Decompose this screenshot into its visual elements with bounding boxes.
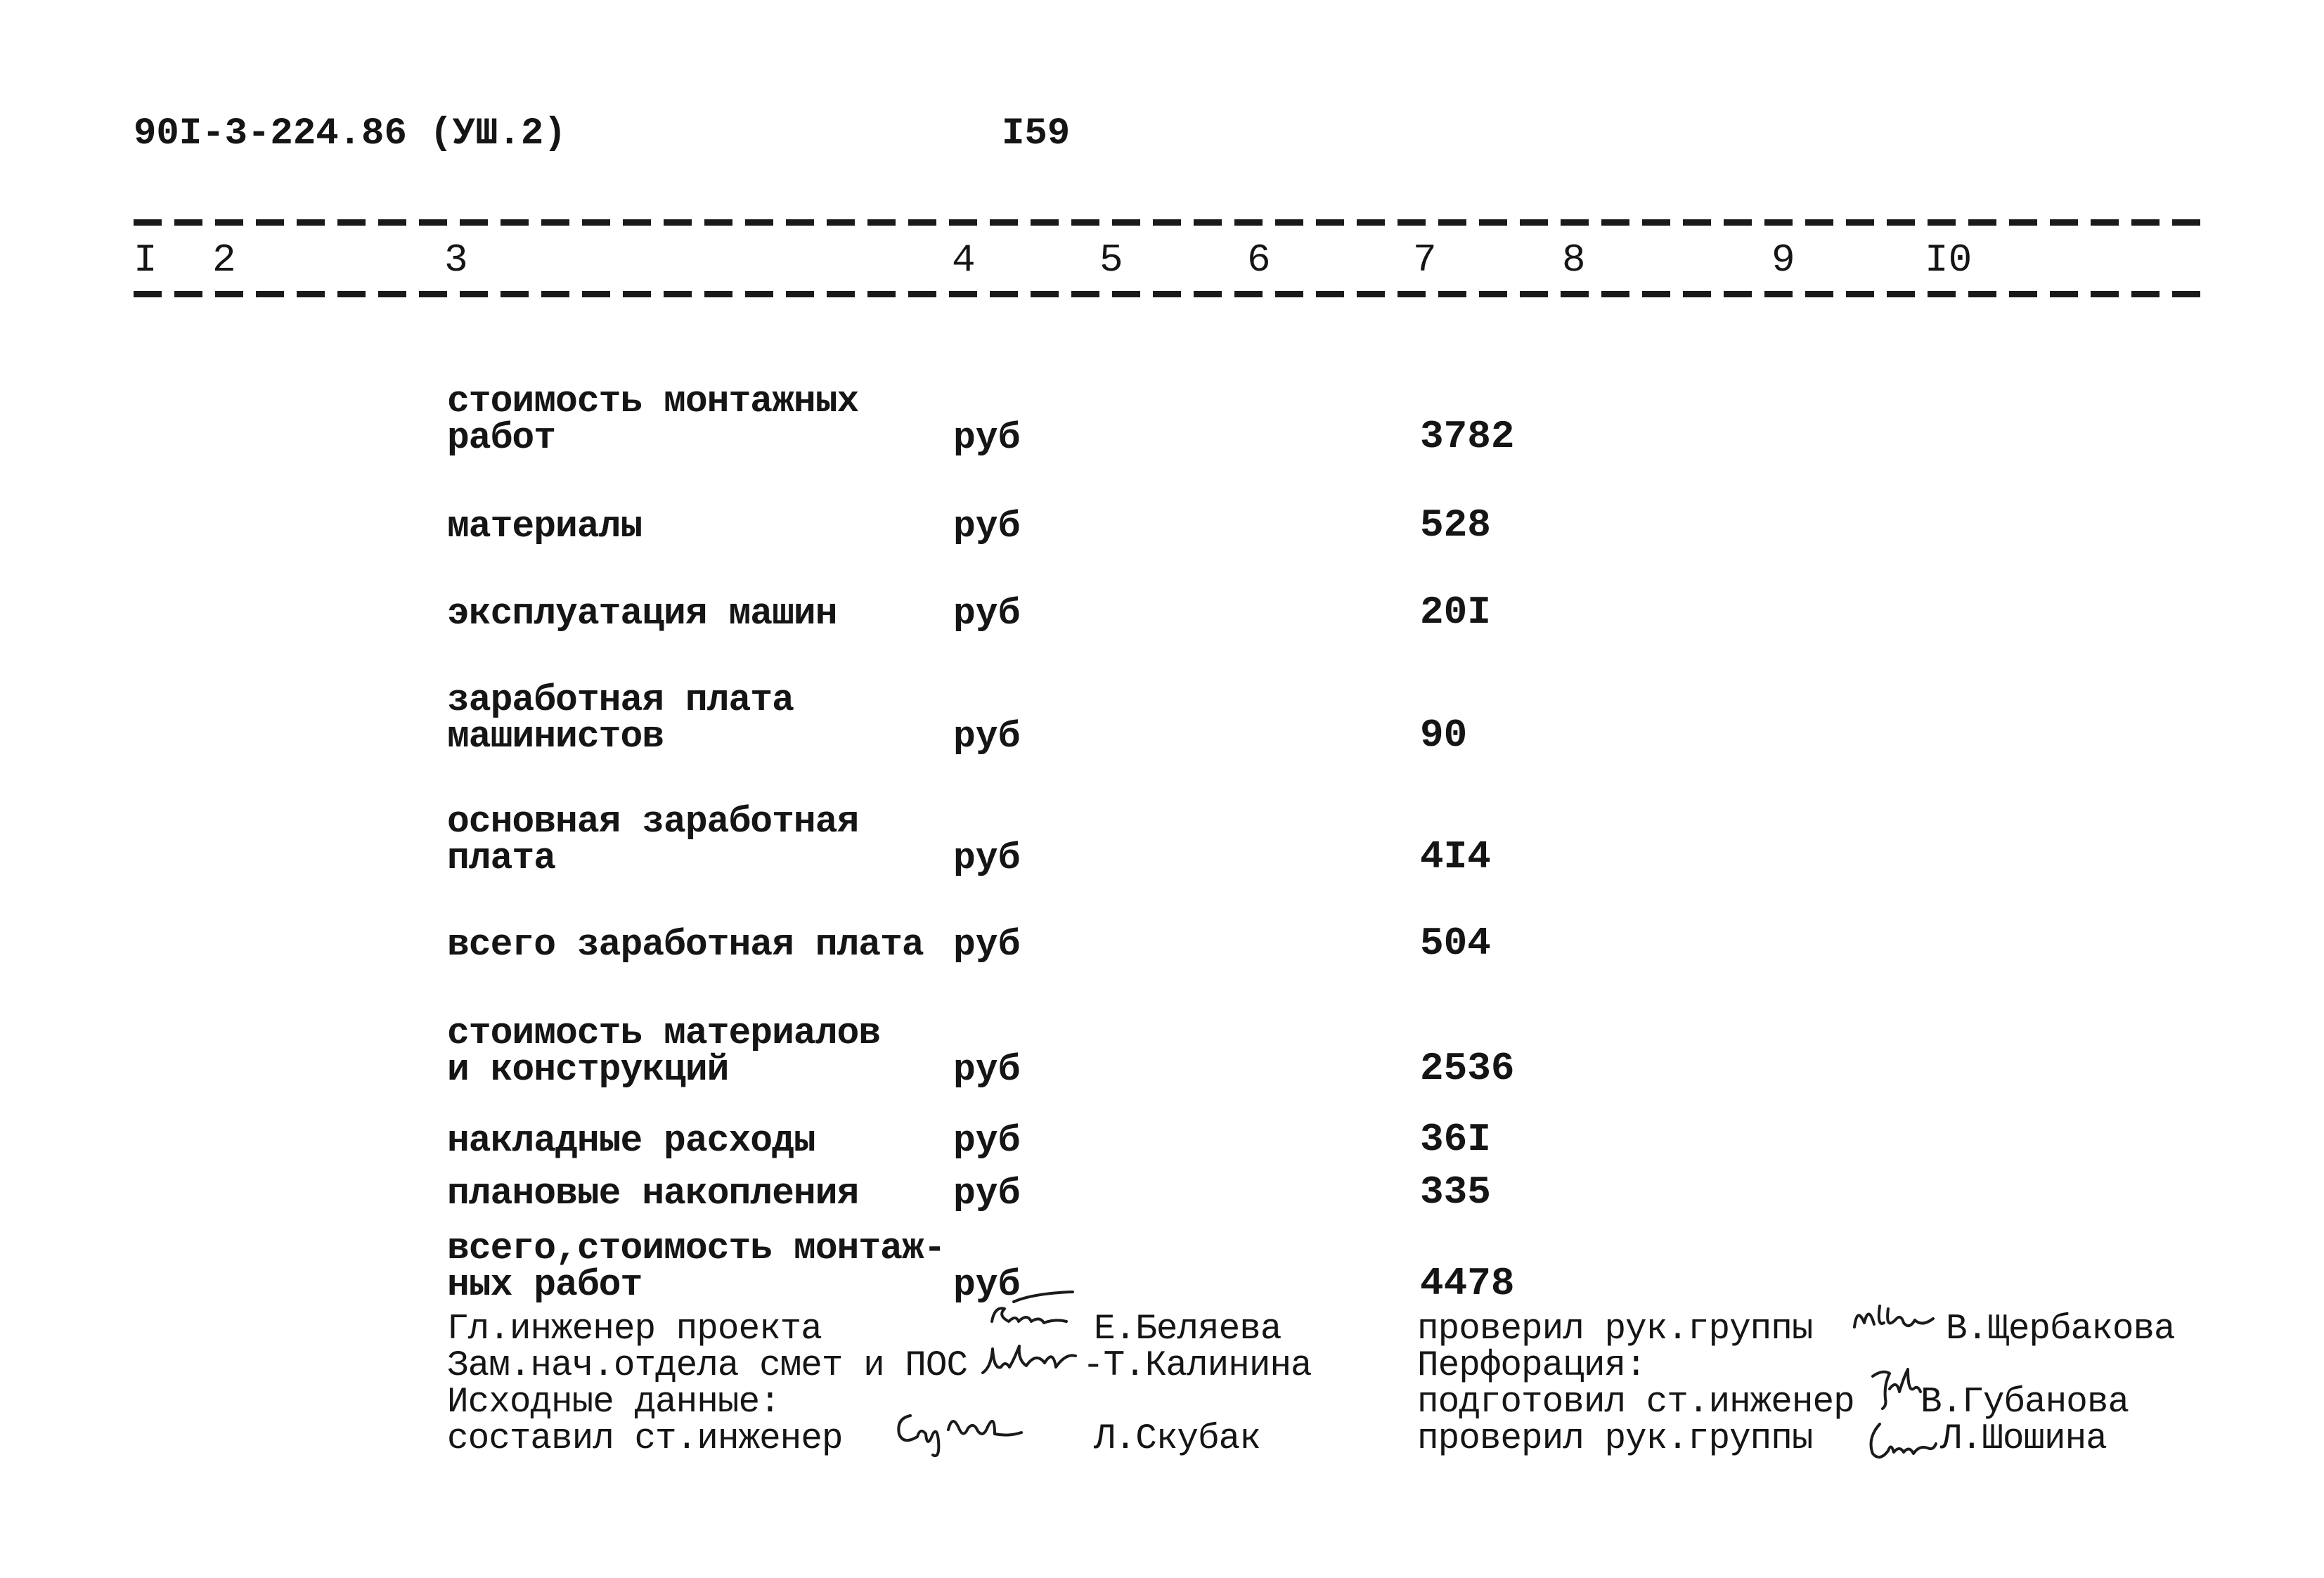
row-4-unit: руб [953,716,1021,758]
sig-left-name-2: -Т.Калинина [1083,1346,1312,1386]
column-number-10: I0 [1925,238,1973,283]
column-number-4: 4 [952,238,976,283]
row-1-value: 3782 [1420,414,1515,459]
row-5-value: 4I4 [1420,834,1491,879]
row-6-label: всего заработная плата [447,924,924,966]
row-4-label-line2: машинистов [447,716,664,758]
row-7-label-line2: и конструкций [447,1049,729,1091]
top-dashed-rule [134,219,2207,226]
page-number: I59 [1002,112,1071,155]
row-7-unit: руб [953,1049,1021,1091]
row-10-label-line2: ных работ [447,1264,643,1306]
row-3-unit: руб [953,593,1021,635]
row-7-value: 2536 [1420,1046,1515,1091]
signature-gubanova-scribble [1868,1364,1925,1413]
sig-right-role-4: проверил рук.группы [1417,1419,1813,1459]
row-5-label-line2: плата [447,837,556,879]
row-10-label-line1: всего,стоимость монтаж- [447,1227,945,1269]
sig-left-role-4: составил ст.инженер [447,1419,843,1459]
row-5-unit: руб [953,837,1021,879]
sig-left-name-4: Л.Скубак [1094,1419,1260,1459]
sig-right-role-2: Перфорация: [1417,1346,1646,1386]
column-number-8: 8 [1562,238,1586,283]
signature-skubak-scribble [889,1406,1030,1462]
signature-kalinina-scribble [977,1339,1083,1381]
sig-right-role-3: подготовил ст.инженер [1417,1383,1854,1423]
column-number-7: 7 [1413,238,1437,283]
sig-left-role-1: Гл.инженер проекта [447,1309,822,1350]
sig-right-role-1: проверил рук.группы [1417,1309,1813,1350]
column-number-6: 6 [1247,238,1271,283]
row-8-label: накладные расходы [447,1120,815,1162]
row-9-unit: руб [953,1172,1021,1215]
row-2-label: материалы [447,505,643,548]
sig-left-role-2: Зам.нач.отдела смет и ПОС [447,1346,968,1386]
row-3-value: 20I [1420,590,1491,635]
sig-left-name-1: Е.Беляева [1094,1309,1282,1350]
row-2-unit: руб [953,505,1021,548]
column-number-3: 3 [444,238,468,283]
sig-right-name-1: В.Щербакова [1946,1309,2175,1350]
row-7-label-line1: стоимость материалов [447,1012,881,1054]
row-6-unit: руб [953,924,1021,966]
row-5-label-line1: основная заработная [447,801,859,843]
row-2-value: 528 [1420,503,1491,548]
column-number-9: 9 [1771,238,1795,283]
column-number-5: 5 [1099,238,1123,283]
row-8-value: 36I [1420,1117,1491,1162]
sig-right-name-3: В.Губанова [1920,1383,2129,1423]
signature-shcherbakova-scribble [1849,1299,1940,1341]
row-1-label-line2: работ [447,417,556,459]
sig-right-name-4: Л.Шошина [1940,1419,2107,1459]
row-4-label-line1: заработная плата [447,679,794,721]
row-1-unit: руб [953,417,1021,459]
column-number-2: 2 [212,238,236,283]
row-9-value: 335 [1420,1170,1491,1215]
row-8-unit: руб [953,1120,1021,1162]
signature-belyaeva-scribble [988,1300,1072,1336]
row-1-label-line1: стоимость монтажных [447,380,859,422]
column-number-1: I [134,238,157,283]
row-10-unit: руб [953,1264,1021,1306]
signature-shoshina-scribble [1863,1417,1940,1466]
row-4-value: 90 [1420,713,1468,758]
sig-left-role-3: Исходные данные: [447,1383,780,1423]
row-9-label: плановые накопления [447,1172,859,1215]
bottom-dashed-rule [134,291,2207,297]
row-3-label: эксплуатация машин [447,593,837,635]
row-6-value: 504 [1420,921,1491,966]
row-10-value: 4478 [1420,1261,1515,1306]
document-code: 90I-3-224.86 (УШ.2) [134,112,567,155]
